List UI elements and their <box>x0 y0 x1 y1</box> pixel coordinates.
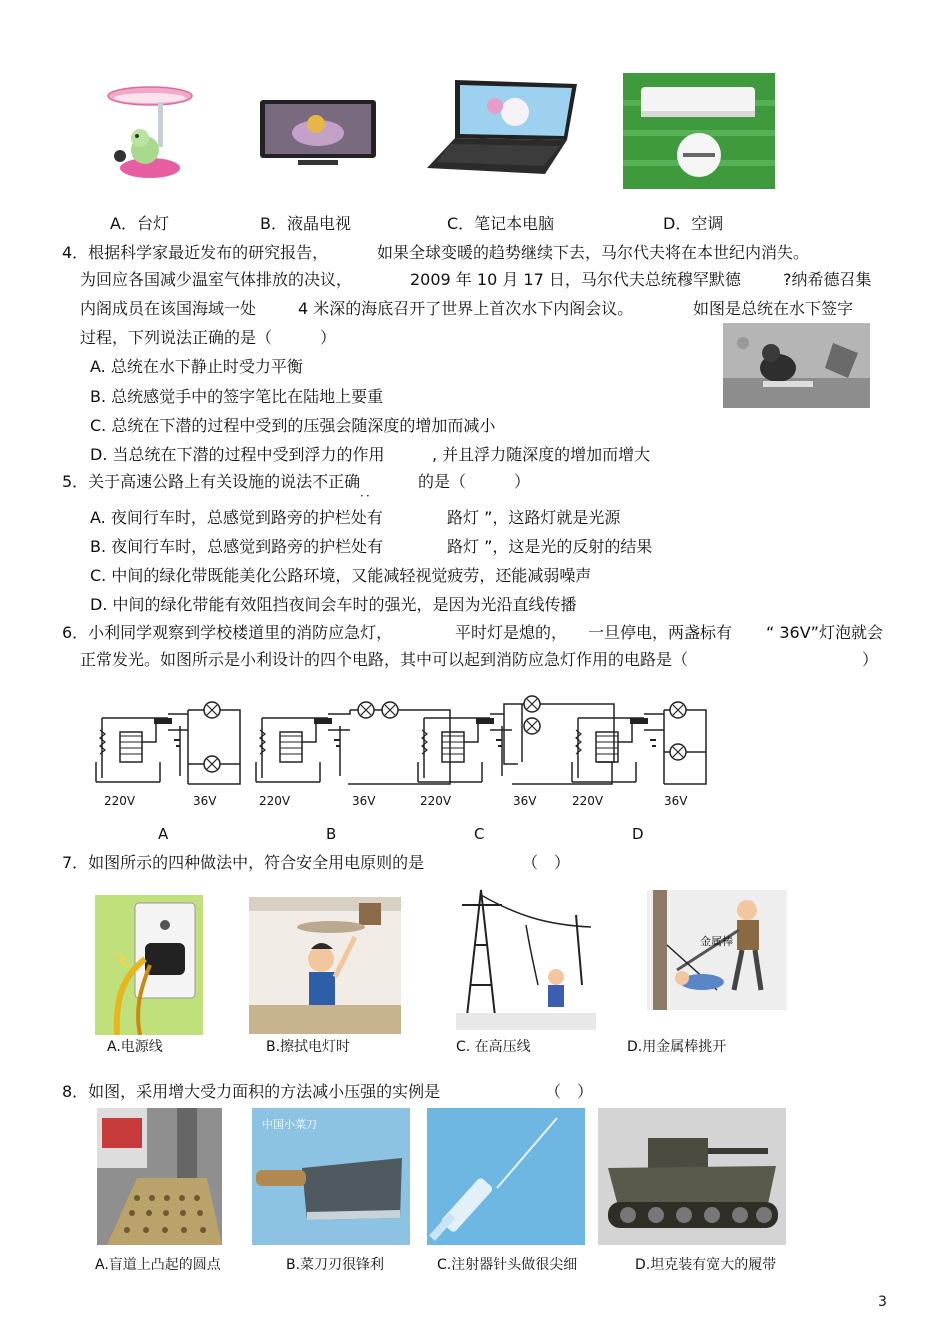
q6-line1-c: 一旦停电，两盏标有 <box>588 623 733 642</box>
q3-option-c: C．笔记本电脑 <box>447 214 555 233</box>
circuit-a-220v: 220V <box>104 794 136 808</box>
q5-option-d: D. 中间的绿化带能有效阻挡夜间会车时的强光，是因为光沿直线传播 <box>90 595 577 614</box>
q4-line2-b: 2009 年 10 月 17 日，马尔代夫总统穆罕默德 <box>410 270 741 289</box>
q4-line1-b: 如果全球变暖的趋势继续下去，马尔代夫将在本世纪内消失。 <box>377 243 810 262</box>
circuit-label-a: A <box>158 825 169 843</box>
q3-option-b: B．液晶电视 <box>260 214 351 233</box>
tank-image <box>598 1108 786 1245</box>
q5-option-a-2: 路灯 ”，这路灯就是光源 <box>447 508 621 527</box>
metal-rod-rescue-image <box>647 890 787 1010</box>
q8-question: 8．如图，采用增大受力面积的方法减小压强的实例是 <box>62 1082 441 1101</box>
q5-option-b-1: B. 夜间行车时，总感觉到路旁的护栏处有 <box>90 537 384 556</box>
q4-line4: 过程，下列说法正确的是（ ） <box>80 328 337 347</box>
q8-caption-c: C.注射器针头做很尖细 <box>437 1257 578 1273</box>
circuit-b-36v: 36V <box>352 794 376 808</box>
underwater-signing-image <box>723 323 870 408</box>
circuit-label-d: D <box>632 825 644 843</box>
q6-line2-end: ） <box>862 650 879 669</box>
circuit-a-36v: 36V <box>193 794 217 808</box>
q4-option-c: C. 总统在下潜的过程中受到的压强会随深度的增加而减小 <box>90 416 496 435</box>
q4-line3-b: 4 米深的海底召开了世界上首次水下内阁会议。 <box>298 299 634 318</box>
q4-line3-a: 内阁成员在该国海域一处 <box>80 299 257 318</box>
q7-caption-a: A.电源线 <box>107 1039 163 1055</box>
q4-line3-c: 如图是总统在水下签字 <box>693 299 854 318</box>
wiping-lamp-image <box>249 897 401 1034</box>
q7-question: 7．如图所示的四种做法中，符合安全用电原则的是 <box>62 853 425 872</box>
lcd-tv-image <box>258 98 378 170</box>
q8-answer-paren: （ ） <box>545 1082 594 1101</box>
circuit-d-36v: 36V <box>664 794 688 808</box>
q5-option-a-1: A. 夜间行车时，总感觉到路旁的护栏处有 <box>90 508 383 527</box>
circuit-b <box>256 702 450 784</box>
q5-question-a: 5．关于高速公路上有关设施的说法不正确 <box>62 472 361 491</box>
q4-option-b: B. 总统感觉手中的签字笔比在陆地上要重 <box>90 387 384 406</box>
q8-knife-text: 中国小菜刀 <box>262 1118 317 1131</box>
q4-line2-a: 为回应各国减少温室气体排放的决议， <box>80 270 353 289</box>
circuit-label-b: B <box>326 825 337 843</box>
desk-lamp-image <box>100 78 195 183</box>
q3-option-d: D．空调 <box>663 214 724 233</box>
q4-line1-a: 4．根据科学家最近发布的研究报告， <box>62 243 329 262</box>
q5-question-b: 的是（ ） <box>418 472 531 491</box>
page-number: 3 <box>878 1294 887 1310</box>
circuit-c-36v: 36V <box>513 794 537 808</box>
circuit-d-220v: 220V <box>572 794 604 808</box>
power-cord-image <box>95 895 203 1035</box>
q6-line2: 正常发光。如图所示是小利设计的四个电路，其中可以起到消防应急灯作用的电路是（ <box>80 650 689 669</box>
tactile-paving-image <box>97 1108 222 1245</box>
circuit-label-c: C <box>474 825 485 843</box>
q4-option-d-a: D. 当总统在下潜的过程中受到浮力的作用 <box>90 445 385 464</box>
q7-rod-label: 金属棒 <box>700 935 733 948</box>
circuit-c <box>418 696 614 784</box>
syringe-image <box>427 1108 585 1245</box>
circuit-d <box>572 702 706 784</box>
laptop-image <box>425 78 580 178</box>
circuit-b-220v: 220V <box>259 794 291 808</box>
q4-option-a: A. 总统在水下静止时受力平衡 <box>90 357 303 376</box>
circuit-a <box>96 702 240 784</box>
q6-line1-b: 平时灯是熄的， <box>455 623 568 642</box>
high-voltage-image <box>456 885 596 1030</box>
q6-line1-a: 6．小利同学观察到学校楼道里的消防应急灯， <box>62 623 393 642</box>
circuit-diagrams <box>90 690 730 810</box>
air-conditioner-image <box>623 73 775 189</box>
q7-caption-c: C. 在高压线 <box>456 1039 531 1055</box>
q6-line1-d: “ 36V”灯泡就会 <box>766 623 883 642</box>
q8-caption-a: A.盲道上凸起的圆点 <box>95 1257 221 1273</box>
q7-caption-d: D.用金属棒挑开 <box>627 1039 727 1055</box>
q5-emphasis-dots: ．． <box>360 485 379 499</box>
q4-option-d-b: , 并且浮力随深度的增加而增大 <box>432 445 651 464</box>
q8-caption-b: B.菜刀刃很锋利 <box>286 1257 385 1273</box>
q7-caption-b: B.擦拭电灯时 <box>266 1039 351 1055</box>
circuit-c-220v: 220V <box>420 794 452 808</box>
q3-option-a: A．台灯 <box>110 214 169 233</box>
q4-line2-c: ?纳希德召集 <box>783 270 872 289</box>
q5-option-c: C. 中间的绿化带既能美化公路环境，又能减轻视觉疲劳，还能减弱噪声 <box>90 566 592 585</box>
q8-caption-d: D.坦克装有宽大的履带 <box>635 1257 777 1273</box>
q7-answer-paren: （ ） <box>522 853 571 872</box>
q5-option-b-2: 路灯 ”，这是光的反射的结果 <box>447 537 653 556</box>
